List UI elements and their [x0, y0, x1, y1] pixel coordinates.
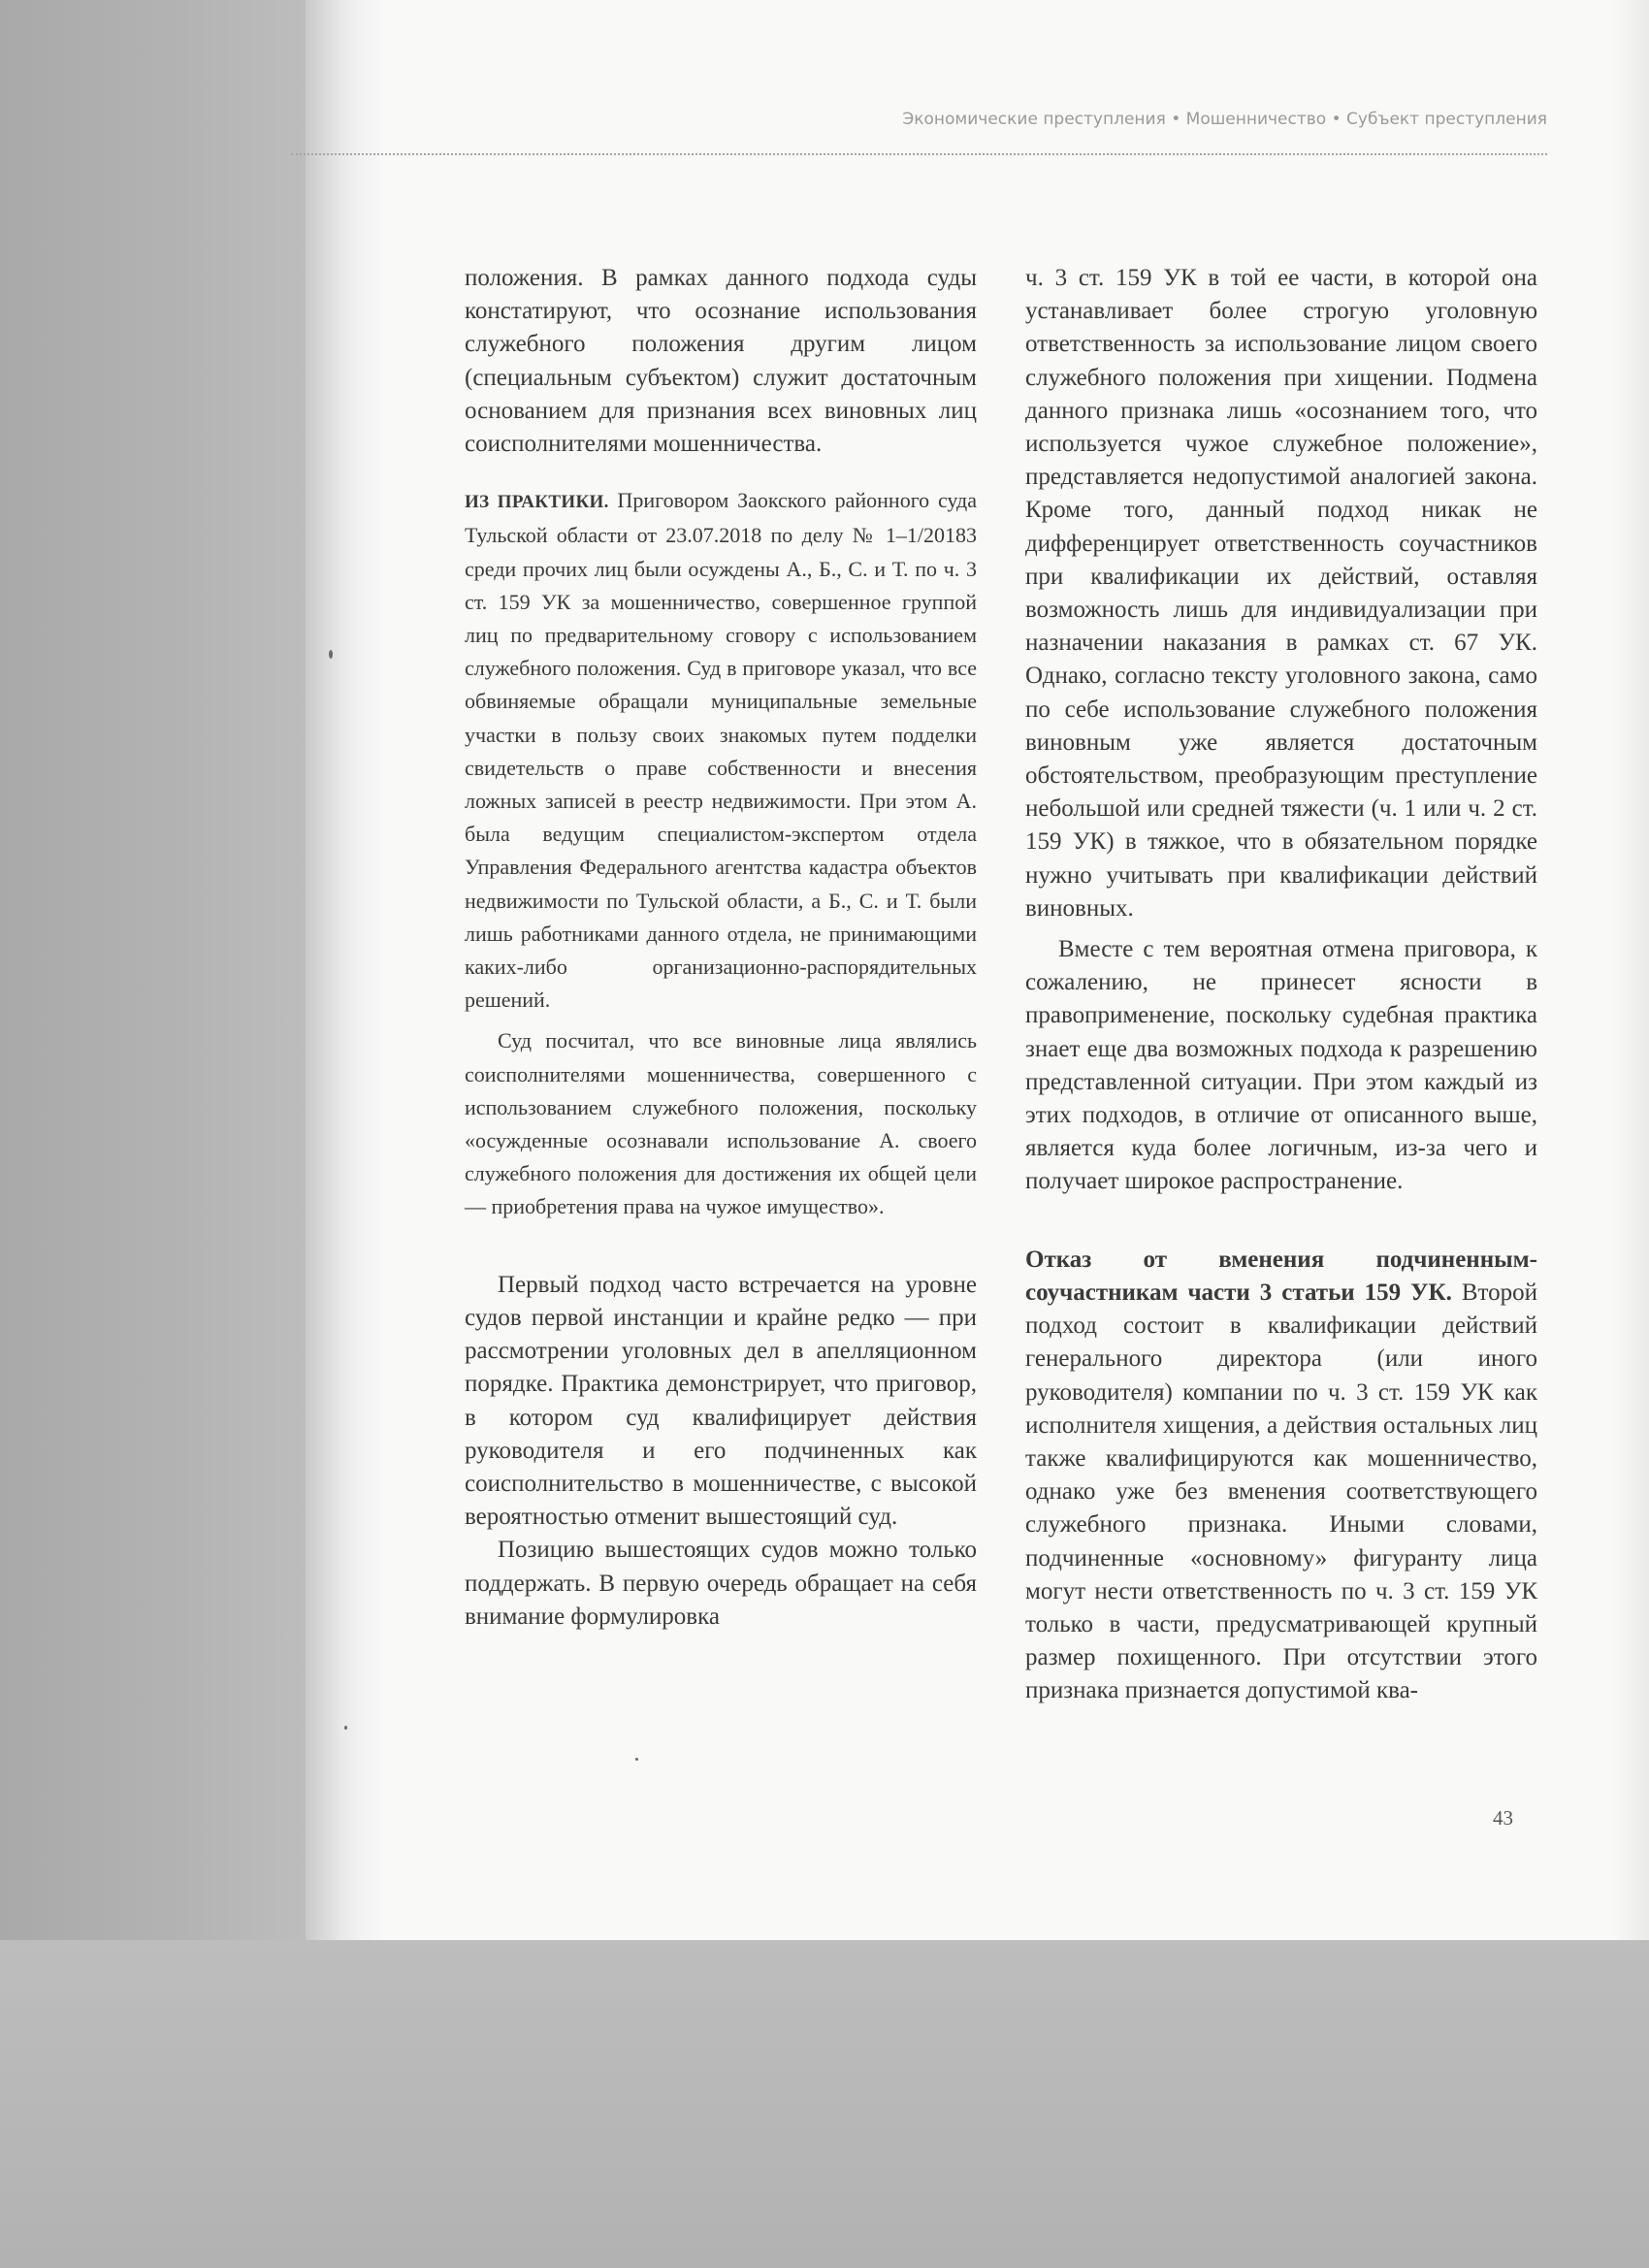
- section-text: Второй подход состоит в квалификации действий генерального директора (или иного руководителя) компании по ч. 3 ст. 159 УК как исполнителя хищения, а действия остальных лиц также квалифицируются как мошенничество, однако уже без вменения соответствующего служебного признака. Иными словами, подчиненные «основному» фигуранту лица могут нести ответственность по ч. 3 ст. 159 УК только в части, предусматривающей крупный размер похищенного. При отсутствии этого признака признается допустимой ква-: [1025, 1279, 1537, 1704]
- paragraph-first-approach: Первый подход часто встречается на уровне судов первой инстанции и крайне редко — при рассмотрении уголовных дел в апелляционном порядке. Практика демонстрирует, что приговор, в котором суд квалифицирует действия руководителя и его подчиненных как соисполнительство в мошенничестве, с высокой вероятностью отменит вышестоящий суд.: [465, 1271, 977, 1531]
- paragraph-article-159: ч. 3 ст. 159 УК в той ее части, в которой она устанавливает более строгую уголовную ответственность за использование лицом своего служебного положения при хищении. Подмена данного признака лишь «осознанием того, что используется чужое служебное положение», представляется недопустимой аналогией закона. Кроме того, данный подход никак не дифференцирует ответственность соучастников при квалификации их действий, оставляя возможность лишь для индивидуализации при назначении наказания в рамках ст. 67 УК. Однако, согласно тексту уголовного закона, само по себе использование служебного положения виновным уже является достаточным обстоятельством, преобразующим преступление небольшой или средней тяжести (ч. 1 или ч. 2 ст. 159 УК) в тяжкое, что в обязательном порядке нужно учитывать при квалификации действий виновных.: [1025, 265, 1537, 922]
- scan-shadow-bottom: [0, 1940, 1649, 2268]
- running-head: Экономические преступления • Мошенничество • Субъект преступления: [902, 110, 1547, 129]
- page-number: 43: [1493, 1806, 1513, 1830]
- book-gutter: [306, 0, 383, 1940]
- scan-speck: [344, 1726, 347, 1730]
- book-page: [383, 0, 1649, 1940]
- paragraph-higher-courts: Позицию вышестоящих судов можно только поддержать. В первую очередь обращает на себя внимание формулировка: [465, 1537, 977, 1630]
- paragraph-other-approaches: Вместе с тем вероятная отмена приговора, к сожалению, не принесет ясности в правоприменение, поскольку судебная практика знает еще два возможных подхода к разрешению представленной ситуации. При этом каждый из этих подходов, в отличие от описанного выше, является куда более логичным, из-за чего и получает широкое распространение.: [1025, 936, 1537, 1195]
- practice-text: Приговором Заокского районного суда Тульской области от 23.07.2018 по делу № 1–1/20183 среди прочих лиц были осуждены А., Б., С. и Т. по ч. 3 ст. 159 УК за мошенничество, совершенное группой лиц по предварительному сговору с использованием служебного положения. Суд в приговоре указал, что все обвиняемые обращали муниципальные земельные участки в пользу своих знакомых путем подделки свидетельств о праве собственности и внесения ложных записей в реестр недвижимости. При этом А. была ведущим специалистом-экспертом отдела Управления Федерального агентства кадастра объектов недвижимости по Тульской области, а Б., С. и Т. были лишь работниками данного отдела, не принимающими каких-либо организационно-распорядительных решений.: [465, 488, 977, 1013]
- section-second-approach: [1025, 1244, 1537, 1708]
- scan-shadow-left: [0, 0, 306, 2268]
- scan-speck: [329, 650, 333, 659]
- paragraph-continuation: положения. В рамках данного подхода суды констатируют, что осознание использования служебного положения другим лицом (специальным субъектом) служит достаточным основанием для признания всех виновных лиц соисполнителями мошенничества.: [465, 265, 977, 458]
- practice-block: [465, 484, 977, 1017]
- scan-speck: [635, 1758, 638, 1761]
- practice-label: ИЗ ПРАКТИКИ.: [465, 492, 609, 513]
- practice-conclusion: Суд посчитал, что все виновные лица являлись соисполнителями мошенничества, совершенного с использованием служебного положения, поскольку «осужденные осознавали использование А. своего служебного положения для достижения их общей цели — приобретения права на чужое имущество».: [465, 1028, 977, 1219]
- header-divider: [291, 153, 1547, 155]
- right-column: [1025, 262, 1537, 1708]
- section-heading: Отказ от вменения подчиненным-соучастникам части 3 статьи 159 УК.: [1025, 1246, 1537, 1306]
- left-column: [465, 262, 977, 1634]
